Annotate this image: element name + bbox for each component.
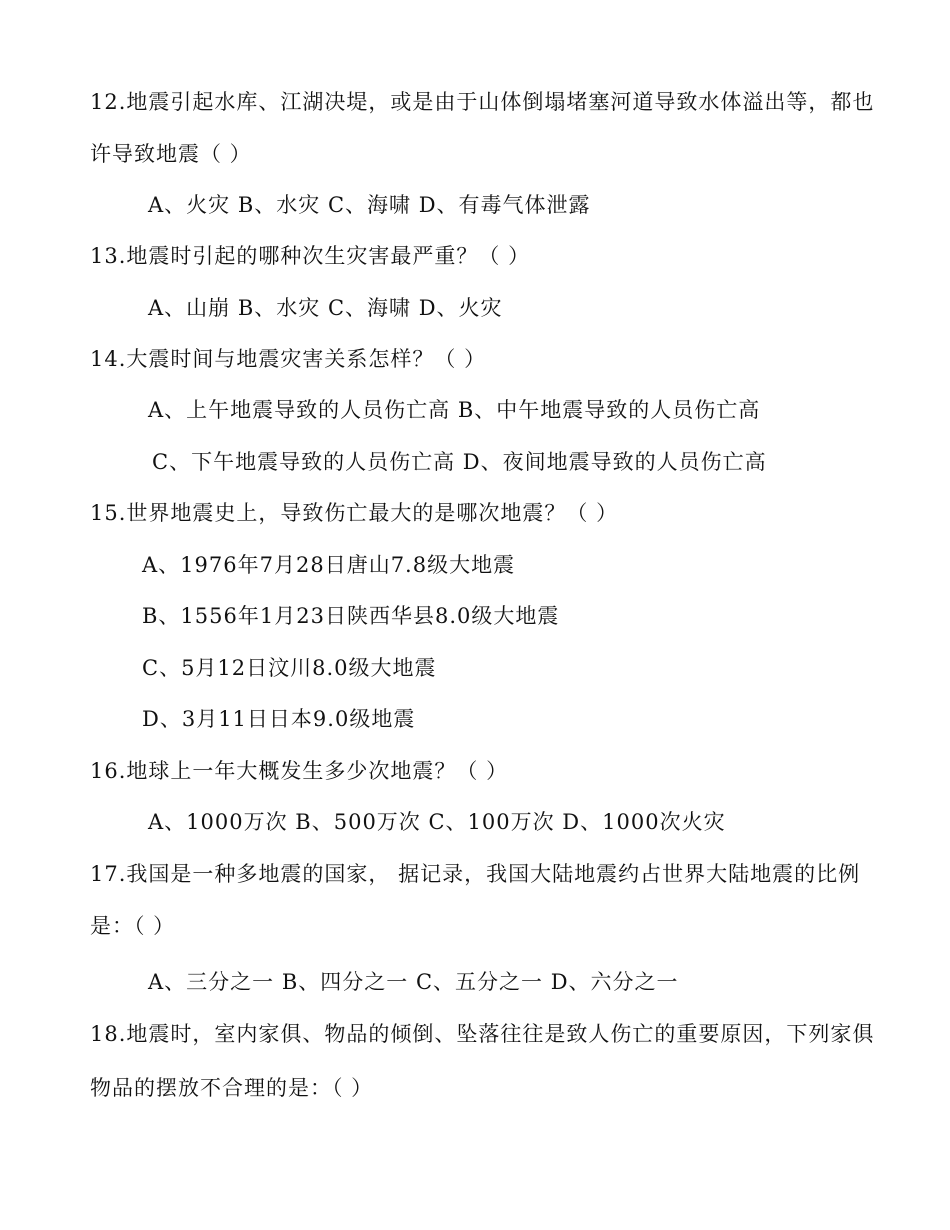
question-12-options: A、火灾 B、水灾 C、海啸 D、有毒气体泄露 [148,193,591,217]
question-16-stem: 16.地球上一年大概发生多少次地震？（ ） [90,759,509,783]
question-15-option-b: B、1556年1月23日陕西华县8.0级大地震 [142,604,560,628]
question-12-stem-line2: 许导致地震（ ） [90,142,252,166]
question-14-options-line1: A、上午地震导致的人员伤亡高 B、中午地震导致的人员伤亡高 [148,398,761,422]
question-17-stem-line1: 17.我国是一种多地震的国家， 据记录，我国大陆地震约占世界大陆地震的比例 [90,862,861,886]
question-15-option-d: D、3月11日日本9.0级地震 [142,707,416,731]
question-16-options: A、1000万次 B、500万次 C、100万次 D、1000次火灾 [148,810,726,834]
question-17-options: A、三分之一 B、四分之一 C、五分之一 D、六分之一 [148,970,679,994]
question-15-option-a: A、1976年7月28日唐山7.8级大地震 [142,553,516,577]
question-14-stem: 14.大震时间与地震灾害关系怎样？（ ） [90,347,487,371]
question-18-stem-line2: 物品的摆放不合理的是：（ ） [90,1076,374,1100]
question-13-stem: 13.地震时引起的哪种次生灾害最严重？（ ） [90,244,531,268]
question-15-stem: 15.世界地震史上，导致伤亡最大的是哪次地震？（ ） [90,501,619,525]
question-14-options-line2: C、下午地震导致的人员伤亡高 D、夜间地震导致的人员伤亡高 [152,450,767,474]
question-17-stem-line2: 是：（ ） [90,914,176,938]
question-13-options: A、山崩 B、水灾 C、海啸 D、火灾 [148,296,503,320]
question-18-stem-line1: 18.地震时，室内家俱、物品的倾倒、坠落往往是致人伤亡的重要原因，下列家俱 [90,1022,875,1046]
question-15-option-c: C、5月12日汶川8.0级大地震 [142,656,437,680]
question-12-stem-line1: 12.地震引起水库、江湖决堤，或是由于山体倒塌堵塞河道导致水体溢出等，都也 [90,90,875,114]
